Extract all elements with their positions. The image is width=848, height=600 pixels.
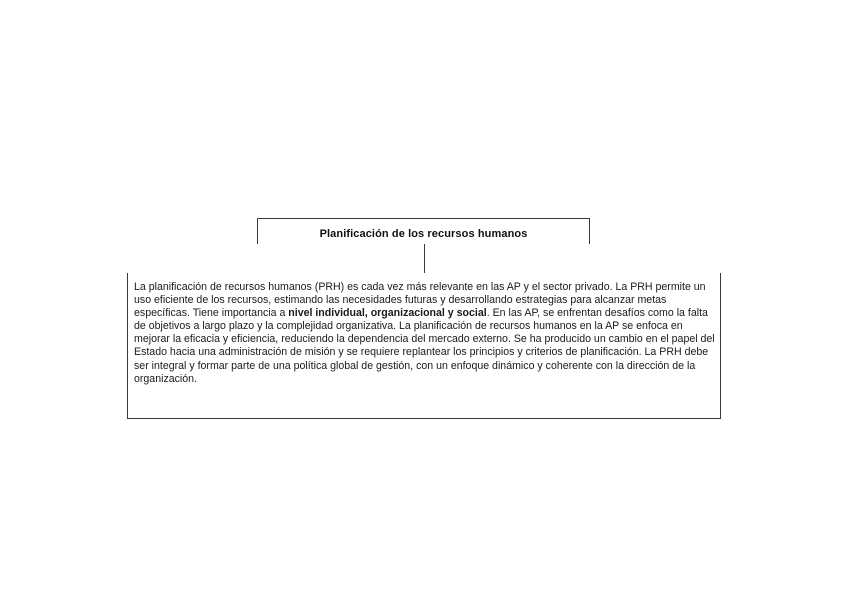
body-text-part-1: La planificación de recursos humanos (PRH) es cada vez más relevante en las AP y el sector privado. La PRH permite un uso eficiente de los recursos, estimando las necesidades futuras y desarrollando estrategias para alcanzar metas específicas. Tiene importancia a [134,281,706,320]
diagram-title-box [257,218,590,244]
diagram-content-box [127,273,721,419]
connector-line [424,244,425,273]
diagram-title: Planificación de los recursos humanos [319,228,528,240]
diagram-body-text [134,281,718,386]
body-text-part-2: . En las AP, se enfrentan desafíos como la falta de objetivos a largo plazo y la complejidad organizativa. La planificación de recursos humanos en la AP se enfoca en mejorar la eficacia y eficiencia, reduciendo la dependencia del mercado externo. Se ha producido un cambio en el papel del Estado hacia una administración de misión y se requiere replantear los principios y criterios de planificación. La PRH debe ser integral y formar parte de una política global de gestión, con un enfoque dinámico y coherente con la dirección de la organización. [134,307,715,385]
body-text-emphasis: nivel individual, organizacional y social [288,307,487,320]
